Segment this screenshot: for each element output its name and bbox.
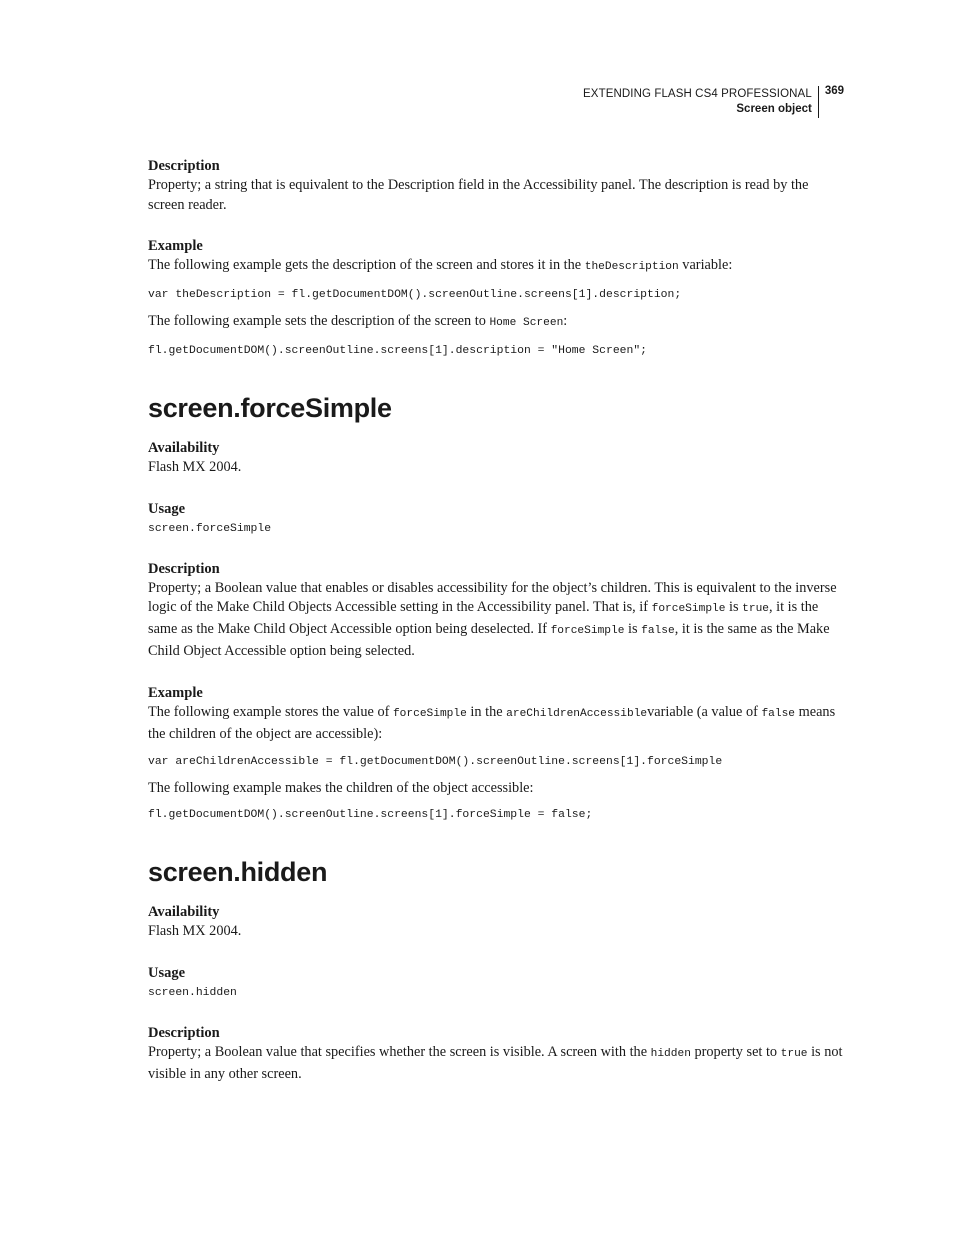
running-header: [583, 86, 844, 118]
description-text: Property; a string that is equivalent to the Description field in the Accessibility panel. The description is read by the screen reader.: [148, 177, 809, 213]
code-block: fl.getDocumentDOM().screenOutline.screens[1].forceSimple = false;: [148, 809, 593, 822]
example-intro-2: The following example sets the description of the screen to Home Screen:: [148, 313, 568, 330]
usage-label: Usage: [148, 965, 186, 982]
example-intro: The following example stores the value of forceSimple in the areChildrenAccessiblevariable (a value of false means the children of the object are accessible):: [148, 704, 836, 743]
example-label: Example: [148, 238, 203, 255]
inline-code: Home Screen: [489, 317, 564, 330]
header-title: EXTENDING FLASH CS4 PROFESSIONAL: [583, 88, 812, 100]
code-block: var theDescription = fl.getDocumentDOM().screenOutline.screens[1].description;: [148, 289, 682, 302]
header-text: [583, 86, 819, 118]
description-text: Property; a Boolean value that enables or disables accessibility for the object’s children. This is equivalent to the inverse logic of the Make Child Objects Accessible setting in the Accessibility panel. That is, if forceSimple is true, it is the same as the Make Child Object Accessible option being deselected. If forceSimple is false, it is the same as the Make Child Object Accessible option being selected.: [148, 579, 837, 659]
example-label: Example: [148, 685, 203, 702]
description-label: Description: [148, 560, 220, 577]
header-subtitle: Screen object: [736, 103, 812, 115]
description-text: Property; a Boolean value that specifies whether the screen is visible. A screen with the hidden property set to true is not visible in any other screen.: [148, 1044, 843, 1082]
description-label: Description: [148, 158, 220, 174]
availability-text: Flash MX 2004.: [148, 923, 242, 940]
page-number: 369: [824, 85, 844, 97]
availability-label: Availability: [148, 904, 220, 921]
example-intro-2: The following example makes the children of the object accessible:: [148, 779, 534, 796]
section-heading-forcesimple: screen.forceSimple: [148, 392, 392, 423]
page-content: [148, 156, 848, 1085]
availability-label: Availability: [148, 439, 220, 456]
usage-code: screen.hidden: [148, 987, 237, 1000]
example-intro: The following example gets the description of the screen and stores it in the theDescription variable:: [148, 257, 733, 274]
availability-text: Flash MX 2004.: [148, 458, 242, 475]
usage-code: screen.forceSimple: [148, 522, 272, 535]
usage-label: Usage: [148, 500, 186, 517]
description-label: Description: [148, 1025, 220, 1042]
code-block: fl.getDocumentDOM().screenOutline.screens[1].description = "Home Screen";: [148, 344, 647, 357]
section-heading-hidden: screen.hidden: [148, 857, 328, 888]
code-block: var areChildrenAccessible = fl.getDocumentDOM().screenOutline.screens[1].forceSimple: [148, 755, 723, 768]
inline-code: theDescription: [584, 261, 679, 274]
